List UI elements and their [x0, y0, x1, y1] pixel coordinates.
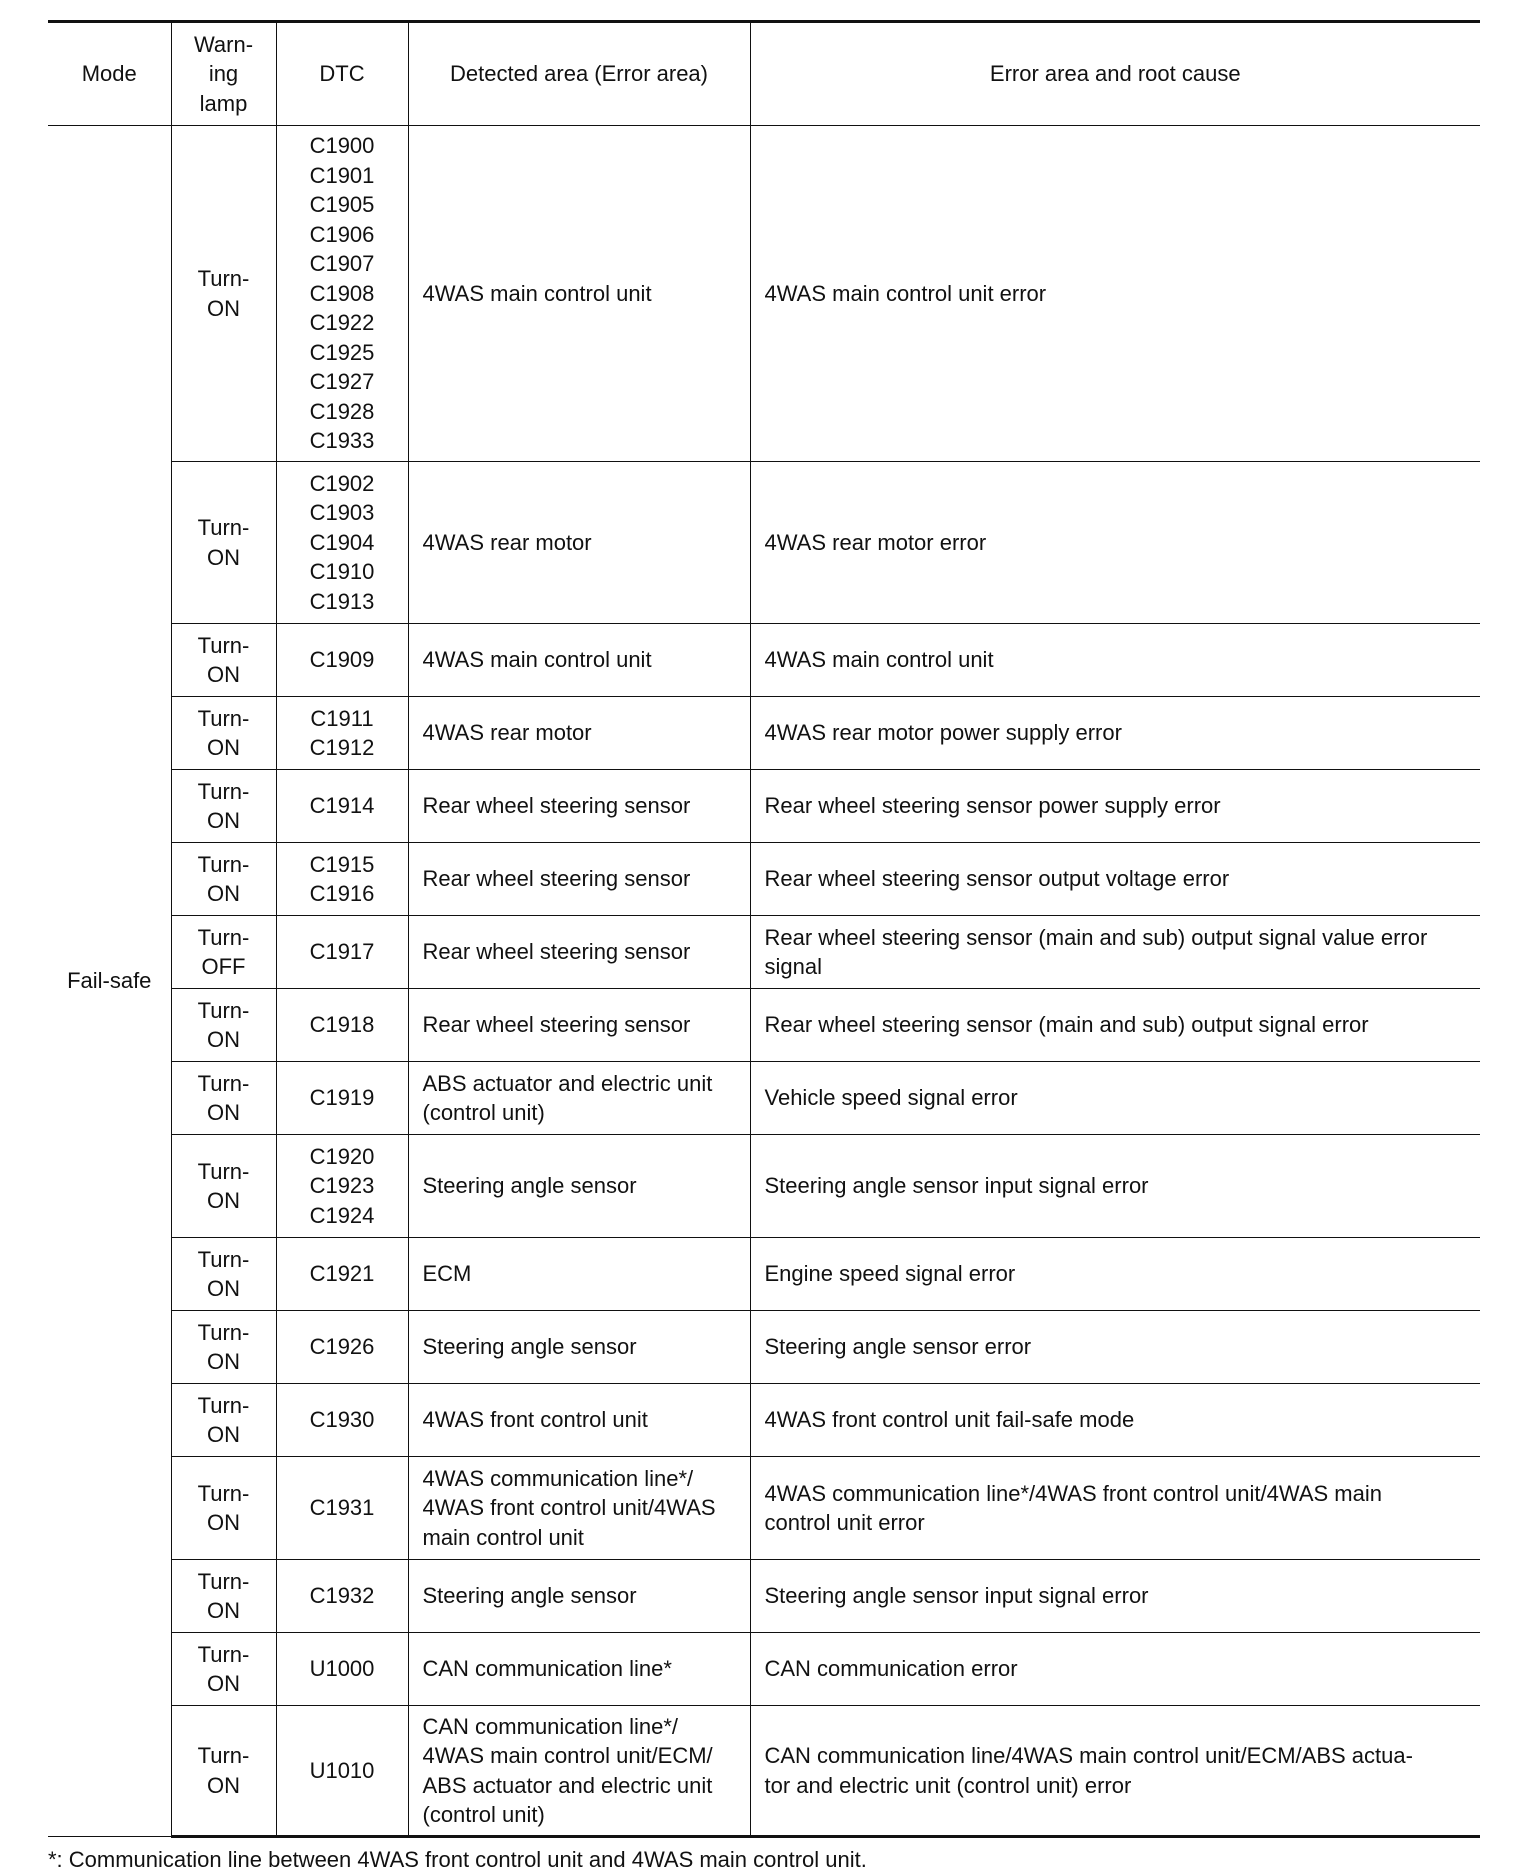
header-row [48, 22, 1480, 126]
root-cause-cell: Steering angle sensor input signal error [750, 1135, 1480, 1238]
detected-area-cell: ECM [408, 1238, 750, 1311]
table-row [48, 1238, 1480, 1311]
dtc-cell: C1902 C1903 C1904 C1910 C1913 [276, 462, 408, 624]
dtc-cell: C1930 [276, 1384, 408, 1457]
dtc-table [48, 20, 1480, 1838]
dtc-cell: C1900 C1901 C1905 C1906 C1907 C1908 C1922 C1925 C1927 C1928 C1933 [276, 126, 408, 462]
table-row [48, 462, 1480, 624]
detected-area-cell: CAN communication line*/ 4WAS main control unit/ECM/ ABS actuator and electric unit (control unit) [408, 1706, 750, 1837]
table-row [48, 843, 1480, 916]
warning-lamp-cell: Turn- ON [171, 1238, 276, 1311]
dtc-cell: C1921 [276, 1238, 408, 1311]
warning-lamp-cell: Turn- ON [171, 126, 276, 462]
dtc-cell: C1920 C1923 C1924 [276, 1135, 408, 1238]
table-row [48, 1384, 1480, 1457]
table-row [48, 989, 1480, 1062]
root-cause-cell: 4WAS main control unit [750, 624, 1480, 697]
detected-area-cell: Rear wheel steering sensor [408, 843, 750, 916]
table-row [48, 916, 1480, 989]
dtc-cell: C1917 [276, 916, 408, 989]
header-warning-lamp: Warn- ing lamp [171, 22, 276, 126]
table-row [48, 1633, 1480, 1706]
warning-lamp-cell: Turn- ON [171, 1560, 276, 1633]
root-cause-cell: 4WAS rear motor power supply error [750, 697, 1480, 770]
footnote: *: Communication line between 4WAS front control unit and 4WAS main control unit. [48, 1847, 867, 1872]
root-cause-cell: Rear wheel steering sensor power supply error [750, 770, 1480, 843]
dtc-cell: C1926 [276, 1311, 408, 1384]
root-cause-cell: Steering angle sensor input signal error [750, 1560, 1480, 1633]
detected-area-cell: Steering angle sensor [408, 1311, 750, 1384]
detected-area-cell: Rear wheel steering sensor [408, 989, 750, 1062]
detected-area-cell: ABS actuator and electric unit (control unit) [408, 1062, 750, 1135]
warning-lamp-cell: Turn- ON [171, 770, 276, 843]
warning-lamp-cell: Turn- ON [171, 1384, 276, 1457]
detected-area-cell: 4WAS main control unit [408, 624, 750, 697]
dtc-cell: C1915 C1916 [276, 843, 408, 916]
detected-area-cell: Steering angle sensor [408, 1560, 750, 1633]
table-row [48, 1062, 1480, 1135]
root-cause-cell: Rear wheel steering sensor (main and sub) output signal error [750, 989, 1480, 1062]
detected-area-cell: 4WAS main control unit [408, 126, 750, 462]
warning-lamp-cell: Turn- ON [171, 462, 276, 624]
dtc-cell: U1000 [276, 1633, 408, 1706]
root-cause-cell: Rear wheel steering sensor output voltage error [750, 843, 1480, 916]
detected-area-cell: 4WAS rear motor [408, 697, 750, 770]
detected-area-cell: 4WAS rear motor [408, 462, 750, 624]
table-row [48, 1560, 1480, 1633]
root-cause-cell: CAN communication line/4WAS main control unit/ECM/ABS actua- tor and electric unit (control unit) error [750, 1706, 1480, 1837]
root-cause-cell: Engine speed signal error [750, 1238, 1480, 1311]
table-row [48, 697, 1480, 770]
table-body [48, 126, 1480, 1837]
detected-area-cell: Rear wheel steering sensor [408, 916, 750, 989]
root-cause-cell: Vehicle speed signal error [750, 1062, 1480, 1135]
warning-lamp-cell: Turn- ON [171, 1706, 276, 1837]
dtc-cell: C1911 C1912 [276, 697, 408, 770]
table-row [48, 126, 1480, 462]
table-row [48, 770, 1480, 843]
dtc-cell: C1932 [276, 1560, 408, 1633]
root-cause-cell: 4WAS communication line*/4WAS front control unit/4WAS main control unit error [750, 1457, 1480, 1560]
dtc-cell: C1919 [276, 1062, 408, 1135]
warning-lamp-cell: Turn- ON [171, 624, 276, 697]
table-row [48, 1311, 1480, 1384]
dtc-cell: C1931 [276, 1457, 408, 1560]
root-cause-cell: CAN communication error [750, 1633, 1480, 1706]
warning-lamp-cell: Turn- ON [171, 989, 276, 1062]
table-row [48, 1457, 1480, 1560]
detected-area-cell: Rear wheel steering sensor [408, 770, 750, 843]
root-cause-cell: Steering angle sensor error [750, 1311, 1480, 1384]
dtc-cell: U1010 [276, 1706, 408, 1837]
detected-area-cell: CAN communication line* [408, 1633, 750, 1706]
dtc-cell: C1909 [276, 624, 408, 697]
warning-lamp-cell: Turn- ON [171, 1062, 276, 1135]
header-mode: Mode [48, 22, 171, 126]
root-cause-cell: 4WAS front control unit fail-safe mode [750, 1384, 1480, 1457]
table-row [48, 624, 1480, 697]
table-row [48, 1706, 1480, 1837]
warning-lamp-cell: Turn- ON [171, 1135, 276, 1238]
warning-lamp-cell: Turn- ON [171, 1633, 276, 1706]
warning-lamp-cell: Turn- ON [171, 697, 276, 770]
header-detected-area: Detected area (Error area) [408, 22, 750, 126]
detected-area-cell: 4WAS communication line*/ 4WAS front control unit/4WAS main control unit [408, 1457, 750, 1560]
detected-area-cell: Steering angle sensor [408, 1135, 750, 1238]
root-cause-cell: Rear wheel steering sensor (main and sub) output signal value error signal [750, 916, 1480, 989]
root-cause-cell: 4WAS rear motor error [750, 462, 1480, 624]
warning-lamp-cell: Turn- ON [171, 843, 276, 916]
dtc-cell: C1918 [276, 989, 408, 1062]
table-row [48, 1135, 1480, 1238]
warning-lamp-cell: Turn- ON [171, 1311, 276, 1384]
dtc-cell: C1914 [276, 770, 408, 843]
header-dtc: DTC [276, 22, 408, 126]
detected-area-cell: 4WAS front control unit [408, 1384, 750, 1457]
warning-lamp-cell: Turn- OFF [171, 916, 276, 989]
root-cause-cell: 4WAS main control unit error [750, 126, 1480, 462]
header-root-cause: Error area and root cause [750, 22, 1480, 126]
warning-lamp-cell: Turn- ON [171, 1457, 276, 1560]
mode-cell: Fail-safe [48, 126, 171, 1837]
